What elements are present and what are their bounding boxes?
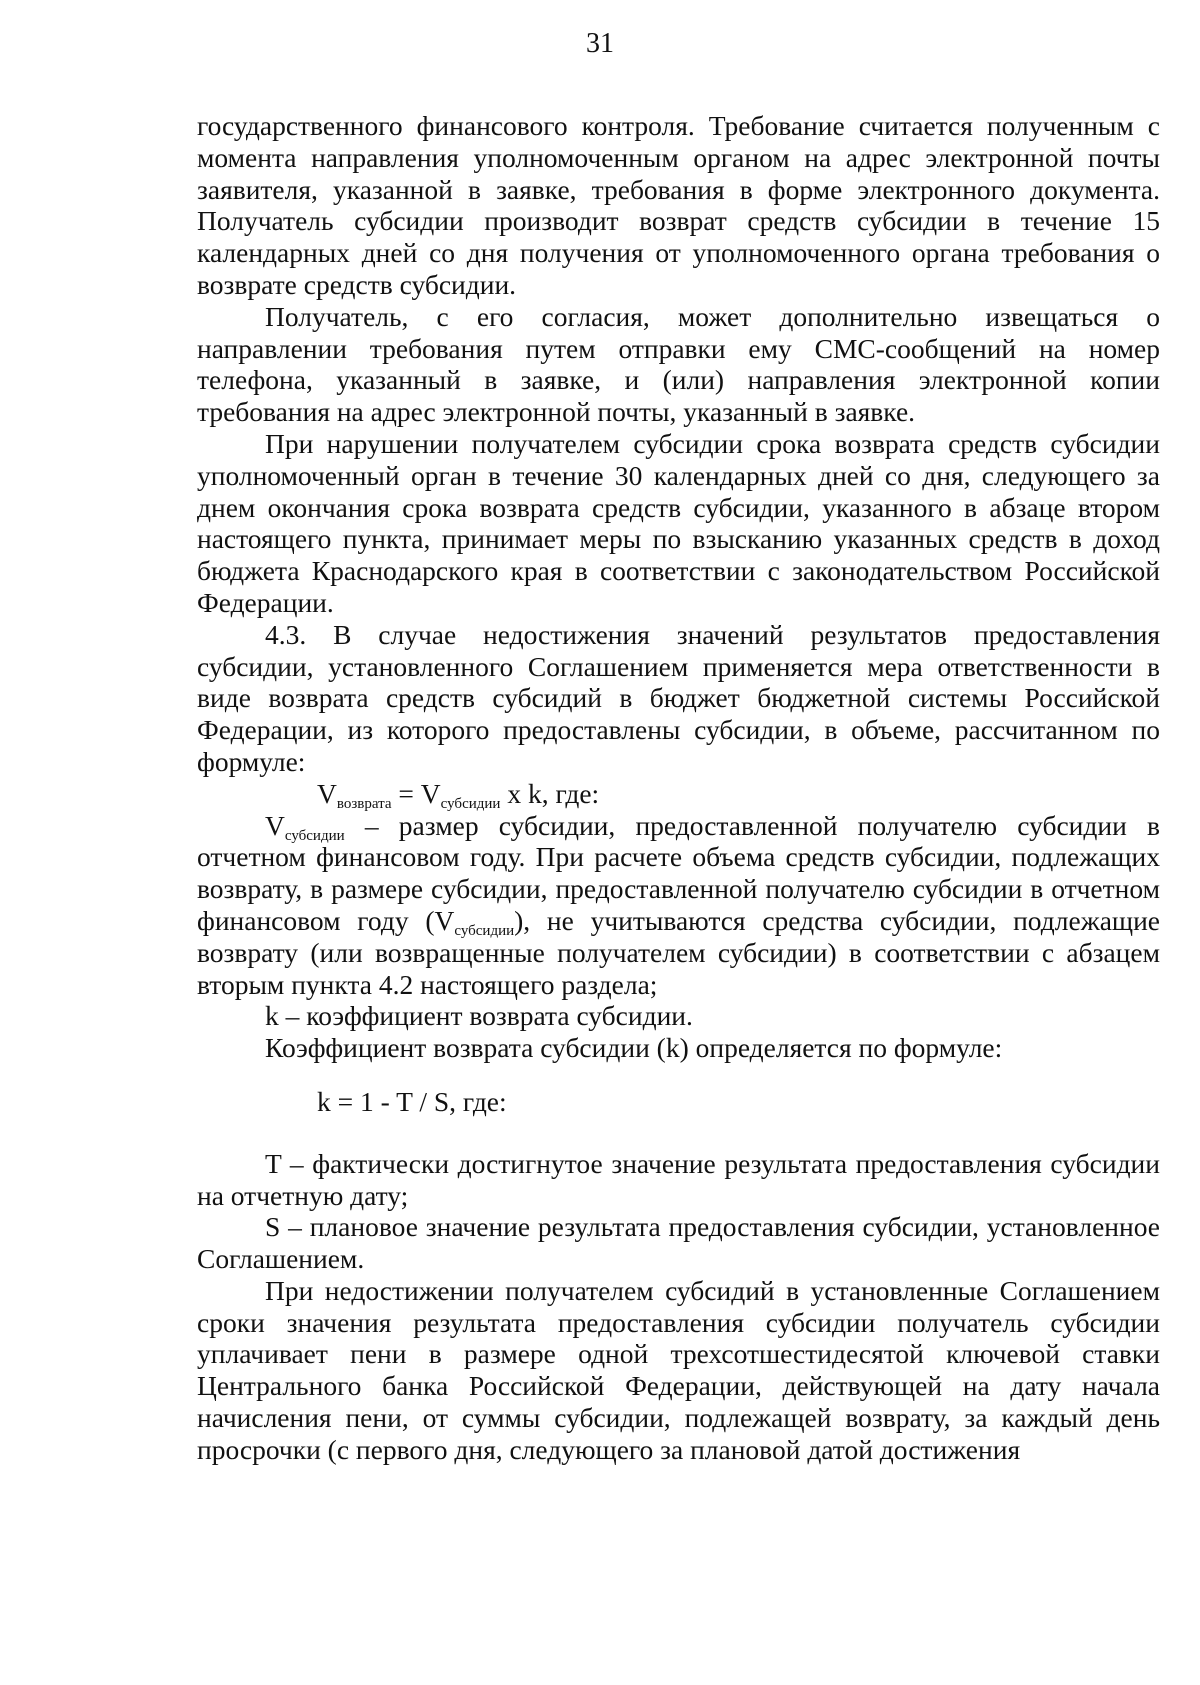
body-text [197, 110, 1160, 1466]
formula-tail: x k, где: [500, 777, 600, 809]
formula-k-coefficient: k = 1 - T / S, где: [317, 1085, 507, 1117]
paragraph-v-subsidy-definition [197, 810, 1160, 1001]
v-definition-text-1: – размер субсидии, предоставленной получателю субсидии в отчетном финансовом году. При расчете объема средств субсидии, подлежащих возврату, в размере субсидии, предоставленной получателю субсидии в отчетном финансовом году (V [197, 809, 1160, 936]
paragraph-k-formula-intro: Коэффициент возврата субсидии (k) определяется по формуле: [265, 1032, 1003, 1064]
formula-v-symbol: V [317, 777, 337, 809]
paragraph-section-4-3: 4.3. В случае недостижения значений результатов предоставления субсидии, установленного Соглашением применяется мера ответственности в виде возврата средств субсидий в бюджет бюджетной системы Российской Федерации, из которого предоставлены субсидии, в объеме, рассчитанном по формуле: [197, 618, 1160, 777]
formula-sub-return: возврата [336, 795, 392, 812]
v-symbol: V [265, 809, 285, 841]
formula-equals: = [391, 777, 421, 809]
v-subscript: субсидии [284, 827, 345, 844]
paragraph-penalty: При недостижении получателем субсидий в установленные Соглашением сроки значения результата предоставления субсидии получатель субсидии уплачивает пени в размере одной трехсотшестидесятой ключевой ставки Центрального банка Российской Федерации, действующей на дату начала начисления пени, от суммы субсидии, подлежащей возврату, за каждый день просрочки (с первого дня, следующего за плановой датой достижения [197, 1274, 1160, 1465]
page-number: 31 [586, 28, 614, 59]
formula-sub-subsidy: субсидии [440, 795, 501, 812]
paragraph-s-definition: S – плановое значение результата предоставления субсидии, установленное Соглашением. [197, 1211, 1160, 1275]
paragraph-t-definition: T – фактически достигнутое значение результата предоставления субсидии на отчетную дату; [197, 1147, 1160, 1211]
paragraph-return-violation: При нарушении получателем субсидии срока возврата средств субсидии уполномоченный орган в течение 30 календарных дней со дня, следующего за днем окончания срока возврата средств субсидии, указанного в абзаце втором настоящего пункта, принимает меры по взысканию указанных средств в доход бюджета Краснодарского края в соответствии с законодательством Российской Федерации. [197, 427, 1160, 618]
paragraph-sms-notification: Получатель, с его согласия, может дополнительно извещаться о направлении требования путем отправки ему СМС-сообщений на номер телефона, указанный в заявке, и (или) направления электронной копии требования на адрес электронной почты, указанный в заявке. [197, 300, 1160, 428]
formula-return-volume [197, 778, 1160, 810]
formula-v-symbol-2: V [420, 777, 441, 809]
v-subscript-inline: субсидии [454, 922, 515, 939]
v-definition-text-2: ), не учитываются средства субсидии, подлежащие возврату (или возвращенные получателем субсидии) в соответствии с абзацем вторым пункта 4.2 настоящего раздела; [197, 904, 1160, 1000]
paragraph-k-definition: k – коэффициент возврата субсидии. [265, 1000, 693, 1032]
paragraph-requirement-received: государственного финансового контроля. Требование считается полученным с момента направления уполномоченным органом на адрес электронной почты заявителя, указанной в заявке, требования в форме электронного документа. Получатель субсидии производит возврат средств субсидии в течение 15 календарных дней со дня получения от уполномоченного органа требования о возврате средств субсидии. [197, 110, 1160, 300]
